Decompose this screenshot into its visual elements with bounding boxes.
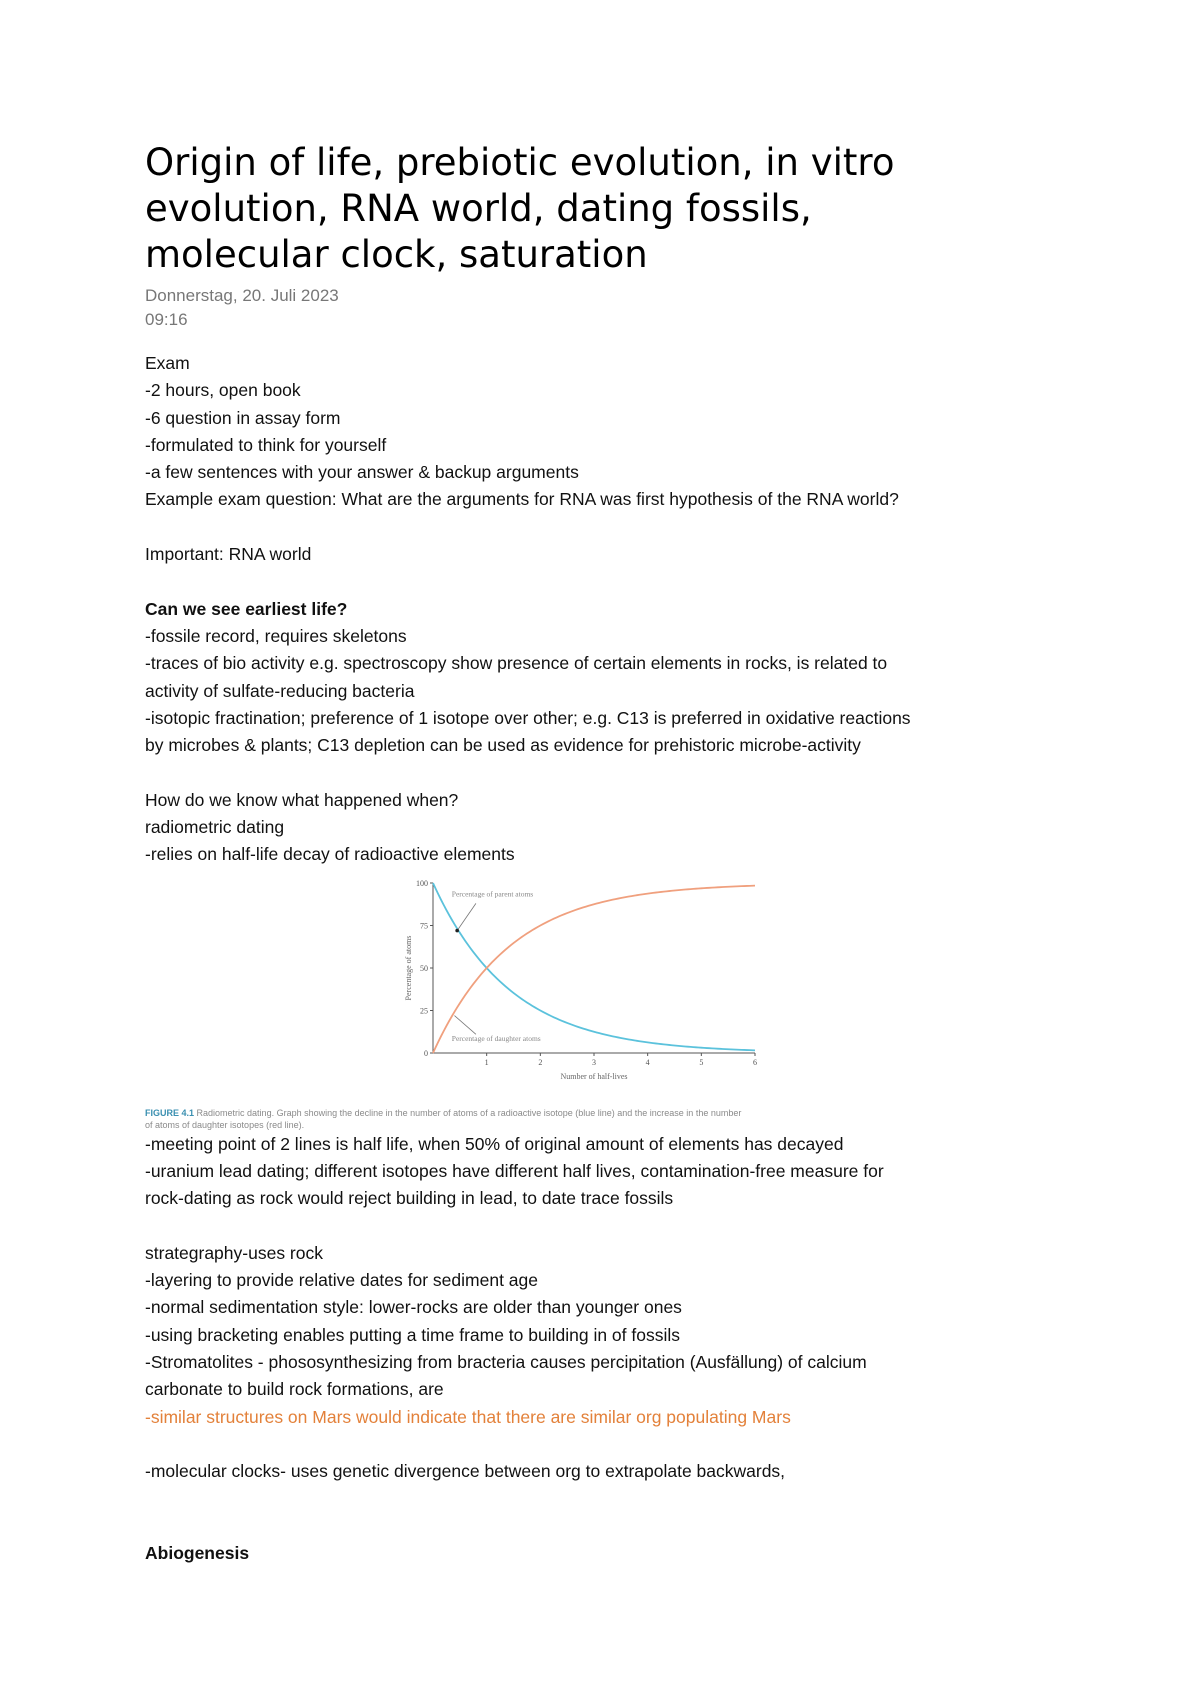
x-tick-label: 4 xyxy=(645,1057,650,1067)
data-point xyxy=(593,1031,594,1032)
data-point xyxy=(728,886,729,887)
note-page xyxy=(145,140,1105,1567)
text-line: -meeting point of 2 lines is half life, when 50% of original amount of elements has decayed xyxy=(145,1133,844,1154)
list-item: -2 hours, open book xyxy=(145,380,301,401)
annotation-dot xyxy=(455,928,459,932)
data-point xyxy=(647,893,648,894)
note-body xyxy=(145,350,1105,1567)
caption-label: FIGURE 4.1 xyxy=(145,1107,195,1118)
y-tick-label: 25 xyxy=(420,1006,428,1016)
data-point xyxy=(754,1049,755,1050)
data-point xyxy=(754,885,755,886)
data-point xyxy=(432,882,433,883)
data-point xyxy=(728,1048,729,1049)
text-line: -fossile record, requires skeletons xyxy=(145,625,407,646)
decay-chart xyxy=(255,871,815,1101)
list-item: -6 question in assay form xyxy=(145,407,341,428)
text-line: strategraphy-uses rock xyxy=(145,1242,323,1263)
radiometric-dating-figure xyxy=(255,871,815,1111)
data-point xyxy=(593,903,594,904)
title-line: molecular clock, saturation xyxy=(145,233,648,276)
data-point xyxy=(432,1052,433,1053)
annotation-label: Percentage of parent atoms xyxy=(451,889,534,899)
data-point xyxy=(701,887,702,888)
note-date: Donnerstag, 20. Juli 2023 xyxy=(145,286,339,305)
y-tick-label: 75 xyxy=(420,921,428,931)
data-point xyxy=(567,1022,568,1023)
annotation-pointer xyxy=(457,903,476,930)
data-point xyxy=(647,1041,648,1042)
annotation-pointer xyxy=(454,1015,475,1034)
data-point xyxy=(701,1047,702,1048)
data-point xyxy=(674,1045,675,1046)
blank-line xyxy=(145,1431,1105,1458)
blank-line xyxy=(145,1213,1105,1240)
y-axis-label: Percentage of atoms xyxy=(404,935,413,1001)
y-tick-label: 0 xyxy=(424,1048,428,1058)
x-tick-label: 5 xyxy=(699,1057,704,1067)
annotation-label: Percentage of daughter atoms xyxy=(451,1033,541,1043)
text-line: -using bracketing enables putting a time frame to building in of fossils xyxy=(145,1324,681,1345)
text-line: -traces of bio activity e.g. spectroscopy show presence of certain elements in rocks, is related to xyxy=(145,653,888,674)
exam-heading: Exam xyxy=(145,353,190,373)
text-line: -isotopic fractination; preference of 1 isotope over other; e.g. C13 is preferred in oxidative reactions xyxy=(145,707,911,728)
highlighted-text: -similar structures on Mars would indicate that there are similar org populating Mars xyxy=(145,1406,791,1427)
blank-line xyxy=(145,514,1105,541)
text-line: -molecular clocks- uses genetic divergence between org to extrapolate backwards, xyxy=(145,1461,786,1482)
daughter-atoms-line xyxy=(433,885,755,1052)
parent-atoms-line xyxy=(433,883,755,1050)
text-line: -relies on half-life decay of radioactive elements xyxy=(145,844,515,865)
blank-line xyxy=(145,568,1105,595)
text-line: radiometric dating xyxy=(145,817,285,838)
caption-text: Radiometric dating. Graph showing the decline in the number of atoms of a radioactive isotope (blue line) and the increase in the number of atoms of daughter isotopes (red line). xyxy=(145,1107,742,1130)
blank-line xyxy=(145,1513,1105,1540)
x-tick-label: 2 xyxy=(538,1057,543,1067)
data-point xyxy=(567,912,568,913)
data-point xyxy=(674,890,675,891)
section-heading: Abiogenesis xyxy=(145,1543,250,1564)
y-tick-label: 50 xyxy=(420,963,428,973)
text-line: carbonate to build rock formations, are xyxy=(145,1379,444,1400)
data-point xyxy=(620,897,621,898)
title-line: Origin of life, prebiotic evolution, in vitro xyxy=(145,141,895,184)
text-line: by microbes & plants; C13 depletion can be used as evidence for prehistoric microbe-activity xyxy=(145,735,861,756)
note-metadata xyxy=(145,284,1105,332)
list-item: -a few sentences with your answer & backup arguments xyxy=(145,462,579,483)
section-heading: Can we see earliest life? xyxy=(145,598,348,619)
blank-line xyxy=(145,1486,1105,1513)
text-line: -uranium lead dating; different isotopes have different half lives, contamination-free measure for xyxy=(145,1160,884,1181)
page-title xyxy=(145,140,1105,278)
text-line: -normal sedimentation style: lower-rocks are older than younger ones xyxy=(145,1297,682,1318)
x-tick-label: 6 xyxy=(753,1057,757,1067)
x-axis-label: Number of half-lives xyxy=(560,1071,628,1081)
data-point xyxy=(513,942,514,943)
y-tick-label: 100 xyxy=(416,878,428,888)
example-question: Example exam question: What are the arguments for RNA was first hypothesis of the RNA world? xyxy=(145,489,899,510)
x-tick-label: 1 xyxy=(484,1057,489,1067)
data-point xyxy=(459,932,460,933)
important-note: Important: RNA world xyxy=(145,544,312,565)
data-point xyxy=(459,1002,460,1003)
text-line: How do we know what happened when? xyxy=(145,789,459,810)
data-point xyxy=(513,992,514,993)
data-point xyxy=(620,1037,621,1038)
x-tick-label: 3 xyxy=(592,1057,596,1067)
data-point xyxy=(540,925,541,926)
text-line: activity of sulfate-reducing bacteria xyxy=(145,680,415,701)
text-line: -Stromatolites - phososynthesizing from bracteria causes percipitation (Ausfällung) of calcium xyxy=(145,1352,867,1373)
text-line: -layering to provide relative dates for sediment age xyxy=(145,1270,538,1291)
note-time: 09:16 xyxy=(145,310,188,329)
list-item: -formulated to think for yourself xyxy=(145,434,387,455)
title-line: evolution, RNA world, dating fossils, xyxy=(145,187,812,230)
data-point xyxy=(540,1010,541,1011)
blank-line xyxy=(145,759,1105,786)
data-point xyxy=(486,967,487,968)
text-line: rock-dating as rock would reject building in lead, to date trace fossils xyxy=(145,1188,674,1209)
